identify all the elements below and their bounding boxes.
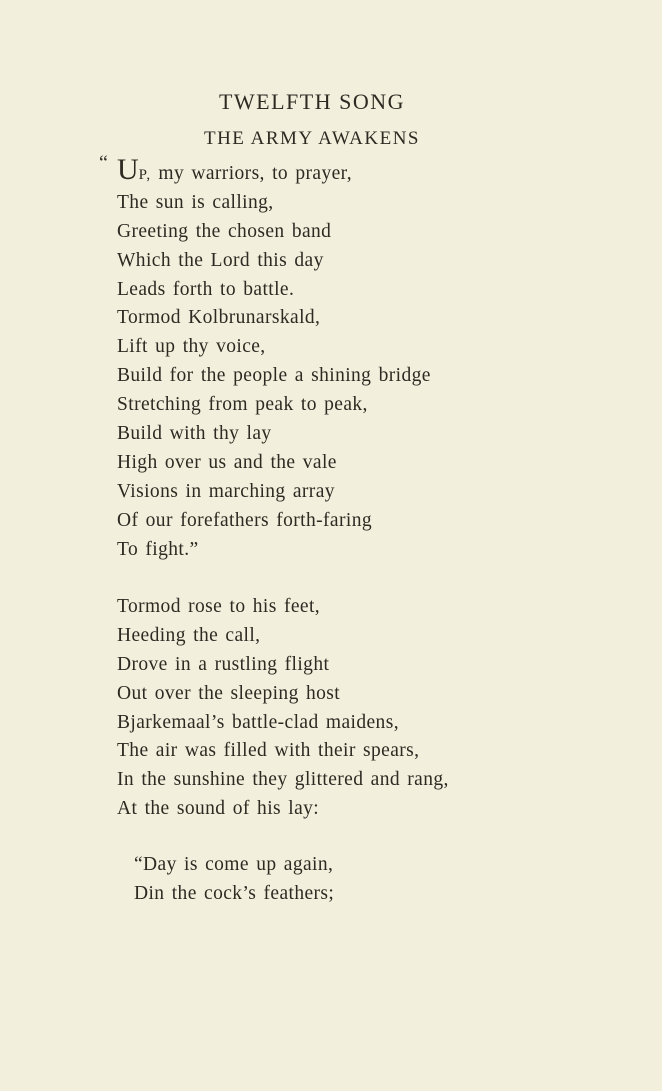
verse-line: Greeting the chosen band (117, 220, 332, 242)
verse-line: In the sunshine they glittered and rang, (117, 769, 449, 791)
verse-line: Stretching from peak to peak, (117, 394, 368, 416)
first-line-text: my warriors, to prayer, (151, 163, 353, 184)
verse-line: Drove in a rustling flight (117, 653, 330, 675)
verse-line: Out over the sleeping host (117, 682, 341, 704)
verse-line: Bjarkemaal’s battle-clad maidens, (117, 711, 399, 733)
verse-line: “Day is come up again, (134, 854, 334, 875)
song-subtitle: THE ARMY AWAKENS (203, 128, 420, 149)
verse-line: Build for the people a shining bridge (117, 365, 431, 387)
verse-line: Of our forefathers forth-faring (117, 509, 372, 531)
first-word-small-caps: P, (138, 167, 152, 183)
verse-line: Tormod Kolbrunarskald, (117, 307, 321, 329)
verse-line: Din the cock’s feathers; (134, 882, 335, 904)
verse-line: Heeding the call, (117, 624, 261, 646)
verse-line: Leads forth to battle. (117, 278, 295, 300)
verse-line: The air was filled with their spears, (117, 740, 420, 762)
verse-line: Build with thy lay (117, 423, 272, 445)
verse-line: High over us and the vale (117, 451, 337, 473)
verse-line: At the sound of his lay: (117, 798, 320, 820)
verse-line: Tormod rose to his feet, (117, 596, 321, 617)
stanza-3 (134, 851, 334, 909)
stanza-1-line-1 (117, 153, 431, 189)
stanza-2 (117, 593, 449, 824)
verse-line: Which the Lord this day (117, 249, 324, 271)
verse-line: To fight.” (117, 538, 199, 560)
drop-cap: U (117, 153, 139, 186)
verse-line: Visions in marching array (117, 480, 335, 502)
song-title: TWELFTH SONG (218, 89, 406, 114)
verse-line: The sun is calling, (117, 191, 274, 213)
stanza-1 (117, 153, 431, 564)
verse-line: Lift up thy voice, (117, 336, 266, 358)
opening-quote-mark: “ (99, 152, 108, 174)
